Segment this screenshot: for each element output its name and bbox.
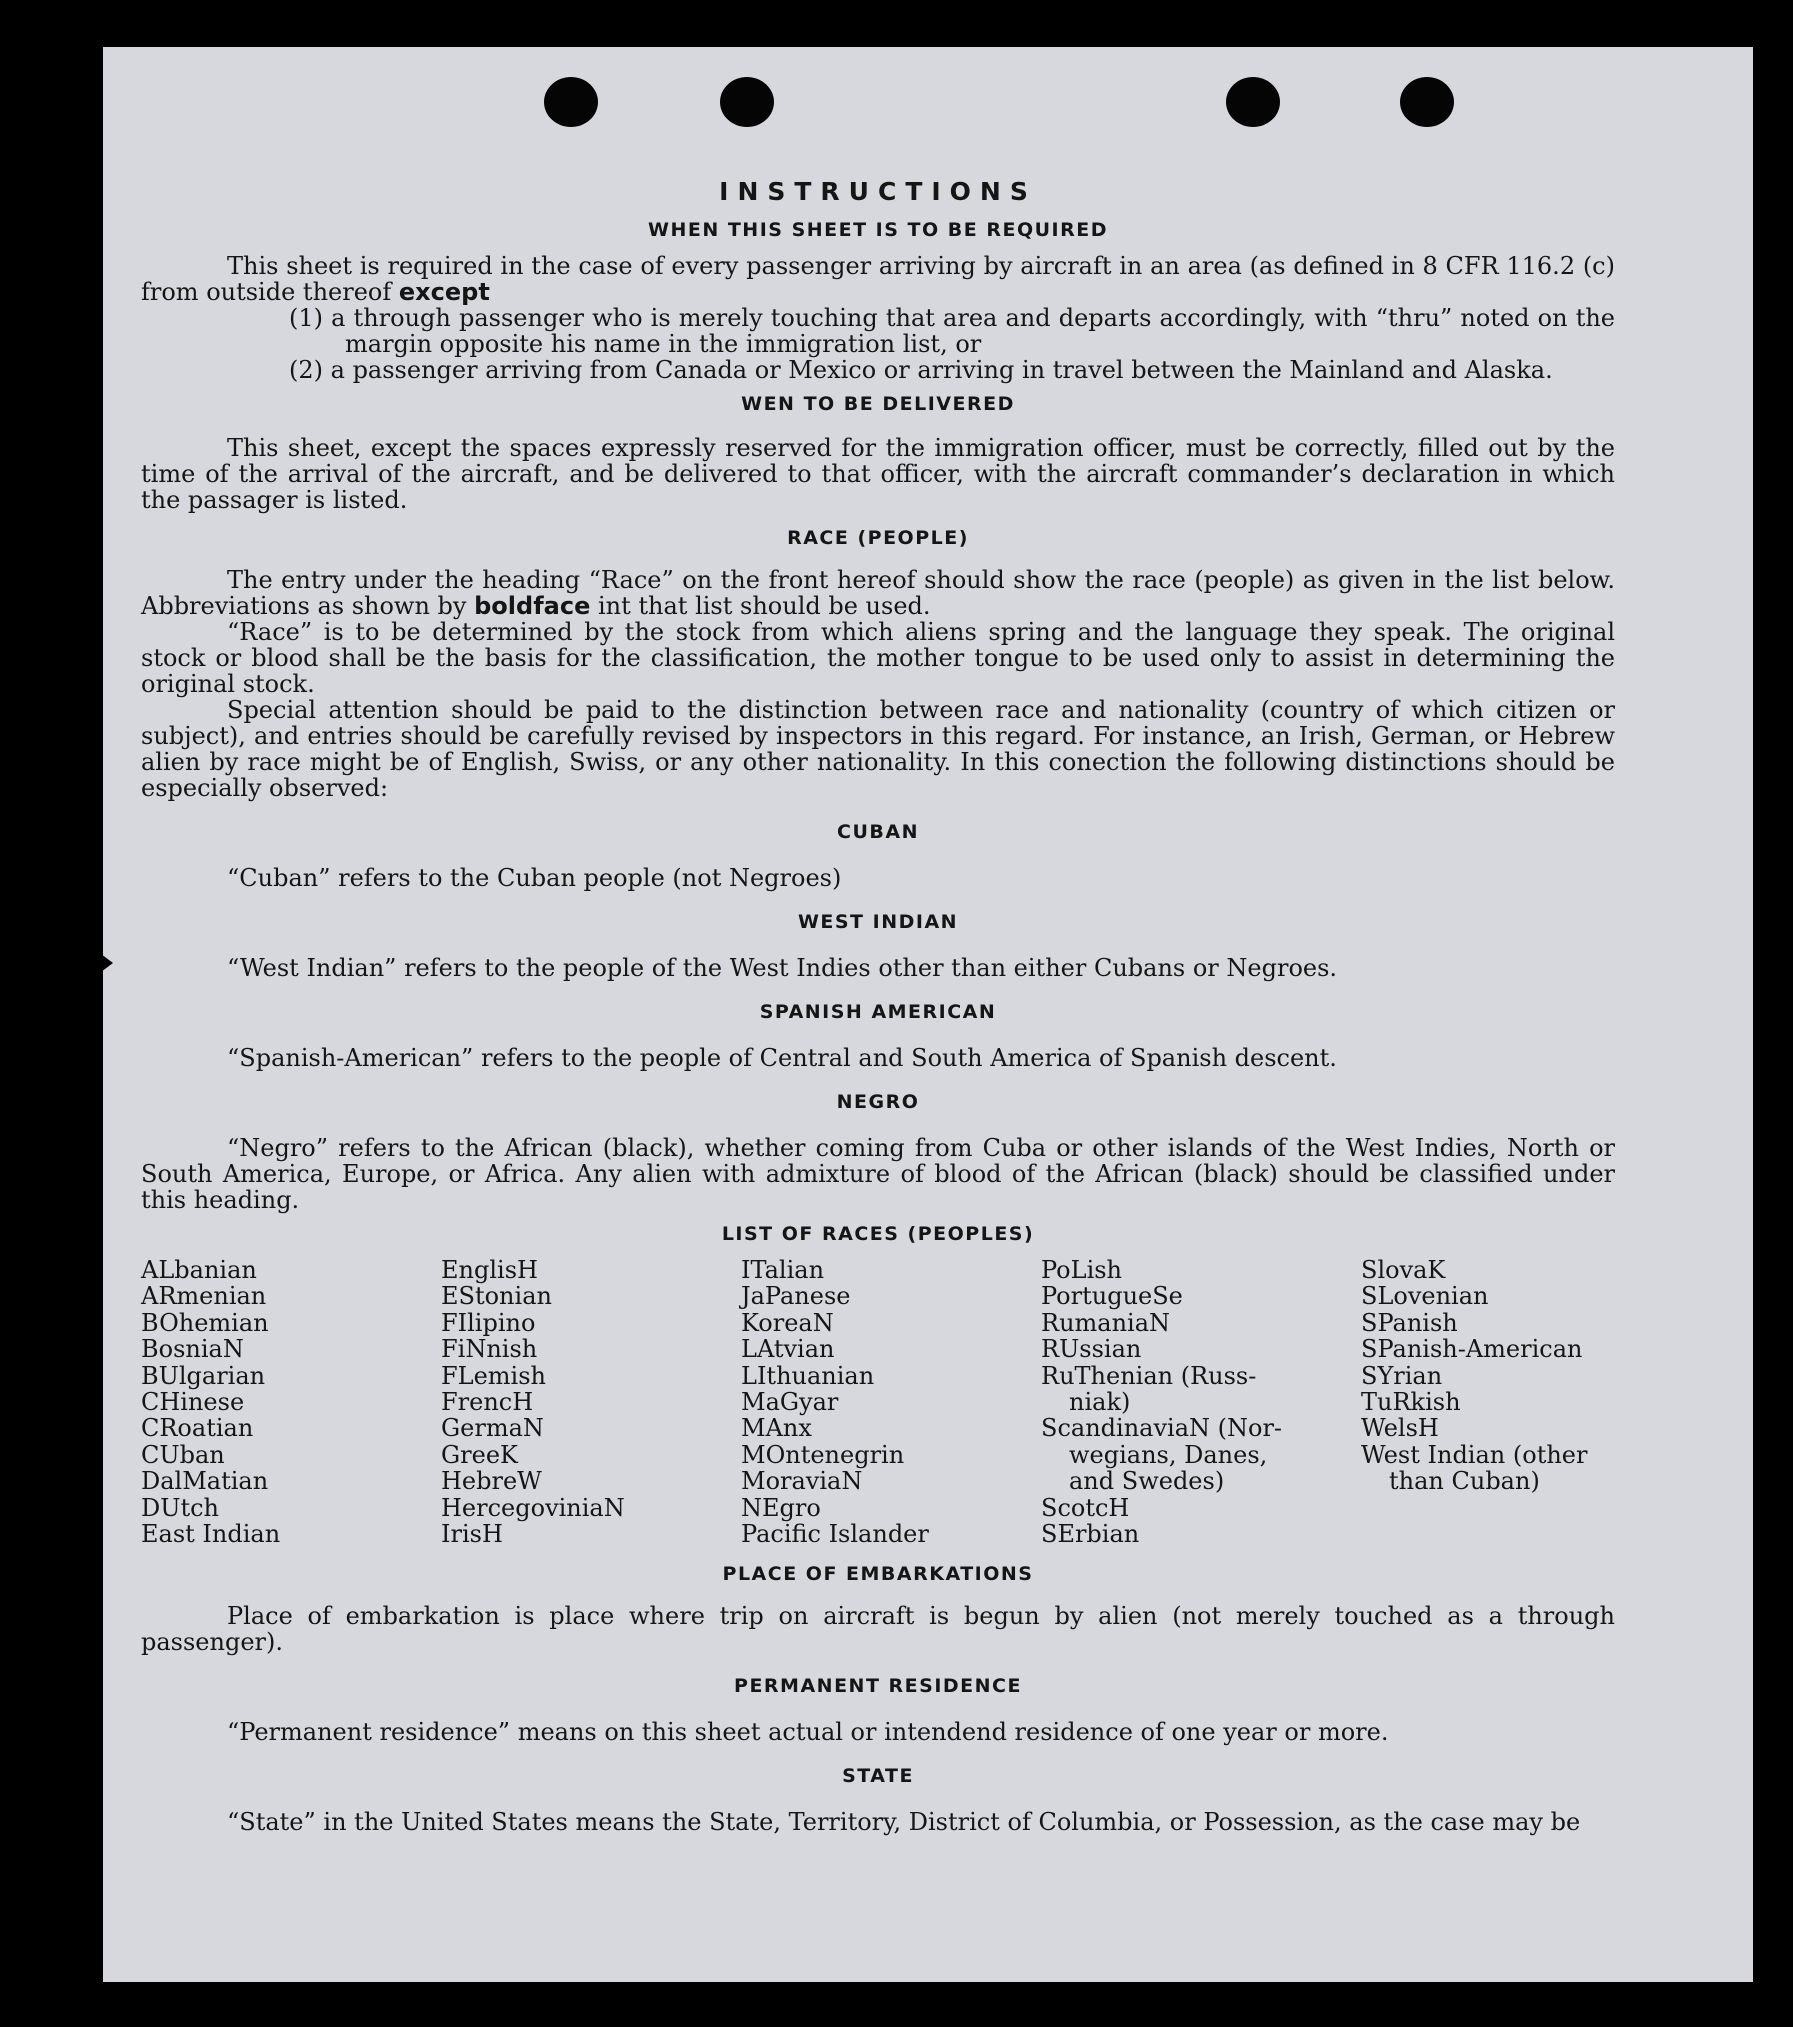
west-indian-text: “West Indian” refers to the people of the West Indies other than either Cubans or Negroes. (227, 954, 1338, 982)
race-entry: Pacific Islander (741, 1520, 929, 1549)
required-intro: This sheet is required in the case of every passenger arriving by aircraft in an area (as defined in 8 CFR 116.2 (c) from outside thereof except (141, 252, 1615, 306)
race-entry: MoraviaN (741, 1467, 863, 1496)
cuban-text: “Cuban” refers to the Cuban people (not Negroes) (227, 864, 842, 892)
race-entry: HercegoviniaN (441, 1493, 625, 1522)
heading-negro: NEGRO (836, 1091, 920, 1113)
negro-text: “Negro” refers to the African (black), whether coming from Cuba or other islands of the West Indies, North or South America, Europe, or Africa. Any alien with admixture of blood of the African (black) should be classified under this heading. (141, 1134, 1615, 1214)
punch-hole-3 (1226, 77, 1280, 127)
punch-hole-2 (720, 77, 774, 127)
delivered-text: This sheet, except the spaces expressly reserved for the immigration officer, must be correctly, filled out by the time of the arrival of the aircraft, and be delivered to that officer, with the aircraft commander’s declaration in which the passager is listed. (141, 434, 1615, 514)
race-entry: CRoatian (141, 1414, 254, 1443)
race-paragraph-1: The entry under the heading “Race” on the front hereof should show the race (people) as given in the list below. Abbreviations as shown by boldface int that list should be used. (141, 566, 1615, 620)
race-entry: FrencH (441, 1388, 534, 1417)
race-entry: GreeK (441, 1440, 518, 1469)
heading-cuban: CUBAN (837, 821, 919, 843)
race-entry: RUssian (1041, 1335, 1142, 1364)
heading-race: RACE (PEOPLE) (787, 527, 969, 549)
race-entry: IrisH (441, 1520, 503, 1549)
punch-hole-4 (1400, 77, 1454, 127)
race-entry: DalMatian (141, 1467, 269, 1496)
race-entry: ScandinaviaN (Nor- (1041, 1414, 1283, 1443)
race-entry: SlovaK (1361, 1256, 1446, 1284)
instructions-content (141, 179, 1615, 1835)
residence-text: “Permanent residence” means on this sheet actual or intendend residence of one year or more. (227, 1718, 1389, 1747)
race-entry: DUtch (141, 1493, 220, 1522)
heading-state: STATE (842, 1765, 914, 1788)
race-entry: FLemish (441, 1361, 546, 1390)
race-entry: EStonian (441, 1282, 552, 1311)
race-entry: BOhemian (141, 1308, 269, 1337)
boldface-word: boldface (474, 592, 591, 620)
race-entry: than Cuban) (1389, 1467, 1540, 1496)
race-entry: East Indian (141, 1520, 281, 1549)
races-column-5 (1361, 1257, 1615, 1547)
races-column-4 (1041, 1257, 1361, 1547)
heading-residence: PERMANENT RESIDENCE (734, 1675, 1022, 1698)
race-entry: West Indian (other (1361, 1440, 1588, 1469)
page-title: INSTRUCTIONS (719, 177, 1037, 206)
races-column-2 (441, 1257, 741, 1547)
heading-spanish-american: SPANISH AMERICAN (759, 1001, 997, 1023)
race-entry: SPanish (1361, 1308, 1458, 1337)
race-entry: JaPanese (741, 1282, 851, 1311)
race-entry: SYrian (1361, 1361, 1443, 1390)
race-entry: SPanish-American (1361, 1335, 1583, 1364)
document-sheet (103, 47, 1753, 1982)
races-list (141, 1257, 1615, 1547)
required-item-2: (2) a passenger arriving from Canada or Mexico or arriving in travel between the Mainland and Alaska. (289, 356, 1553, 384)
race-entry: ALbanian (141, 1256, 257, 1284)
race-entry: PortugueSe (1041, 1282, 1183, 1311)
except-word: except (398, 278, 490, 306)
race-entry: KoreaN (741, 1308, 834, 1337)
race-entry: MAnx (741, 1414, 812, 1443)
race-entry: SErbian (1041, 1520, 1140, 1549)
race-entry: wegians, Danes, (1069, 1440, 1268, 1469)
race-entry: MOntenegrin (741, 1440, 905, 1469)
heading-embarkation: PLACE OF EMBARKATIONS (722, 1563, 1034, 1586)
state-text: “State” in the United States means the State, Territory, District of Columbia, or Possession, as the case may be (227, 1808, 1581, 1837)
race-entry: CHinese (141, 1388, 245, 1417)
race-entry: ITalian (741, 1256, 825, 1284)
punch-hole-1 (544, 77, 598, 127)
race-entry: HebreW (441, 1467, 542, 1496)
race-entry: BUlgarian (141, 1361, 266, 1390)
race-entry: niak) (1069, 1388, 1131, 1417)
race-entry: RuThenian (Russ- (1041, 1361, 1257, 1390)
race-entry: MaGyar (741, 1388, 839, 1417)
races-column-3 (741, 1257, 1041, 1547)
embarkation-text: Place of embarkation is place where trip on aircraft is begun by alien (not merely touched as a through passenger). (141, 1602, 1615, 1657)
race-entry: CUban (141, 1440, 225, 1469)
race-entry: TuRkish (1361, 1388, 1461, 1417)
race-entry: LIthuanian (741, 1361, 875, 1390)
race-paragraph-3: Special attention should be paid to the distinction between race and nationality (country of which citizen or subject), and entries should be carefully revised by inspectors in this regard. For instance, an Irish, German, or Hebrew alien by race might be of English, Swiss, or any other nationality. In this conection the following distinctions should be especially observed: (141, 696, 1615, 802)
heading-delivered: WEN TO BE DELIVERED (741, 393, 1015, 415)
heading-west-indian: WEST INDIAN (797, 911, 959, 933)
race-entry: PoLish (1041, 1256, 1123, 1284)
race-entry: FIlipino (441, 1308, 536, 1337)
race-entry: SLovenian (1361, 1282, 1489, 1311)
race-entry: NEgro (741, 1493, 821, 1522)
heading-required: WHEN THIS SHEET IS TO BE REQUIRED (647, 219, 1108, 241)
race-paragraph-2: “Race” is to be determined by the stock from which aliens spring and the language they speak. The original stock or blood shall be the basis for the classification, the mother tongue to be used only to assist in determining the original stock. (141, 618, 1615, 698)
race-entry: ARmenian (141, 1282, 267, 1311)
race-entry: EnglisH (441, 1256, 538, 1284)
heading-list-of-races: LIST OF RACES (PEOPLES) (721, 1223, 1035, 1245)
edge-notch (103, 939, 113, 987)
race-entry: GermaN (441, 1414, 544, 1443)
race-entry: and Swedes) (1069, 1467, 1225, 1496)
races-column-1 (141, 1257, 441, 1547)
spanish-american-text: “Spanish-American” refers to the people of Central and South America of Spanish descent. (227, 1044, 1337, 1072)
race-entry: WelsH (1361, 1414, 1439, 1443)
race-entry: BosniaN (141, 1335, 244, 1364)
required-item-1: (1) a through passenger who is merely touching that area and departs accordingly, with “thru” noted on the margin opposite his name in the immigration list, or (289, 304, 1615, 358)
race-entry: FiNnish (441, 1335, 538, 1364)
race-entry: ScotcH (1041, 1493, 1130, 1522)
race-entry: RumaniaN (1041, 1308, 1171, 1337)
race-entry: LAtvian (741, 1335, 835, 1364)
